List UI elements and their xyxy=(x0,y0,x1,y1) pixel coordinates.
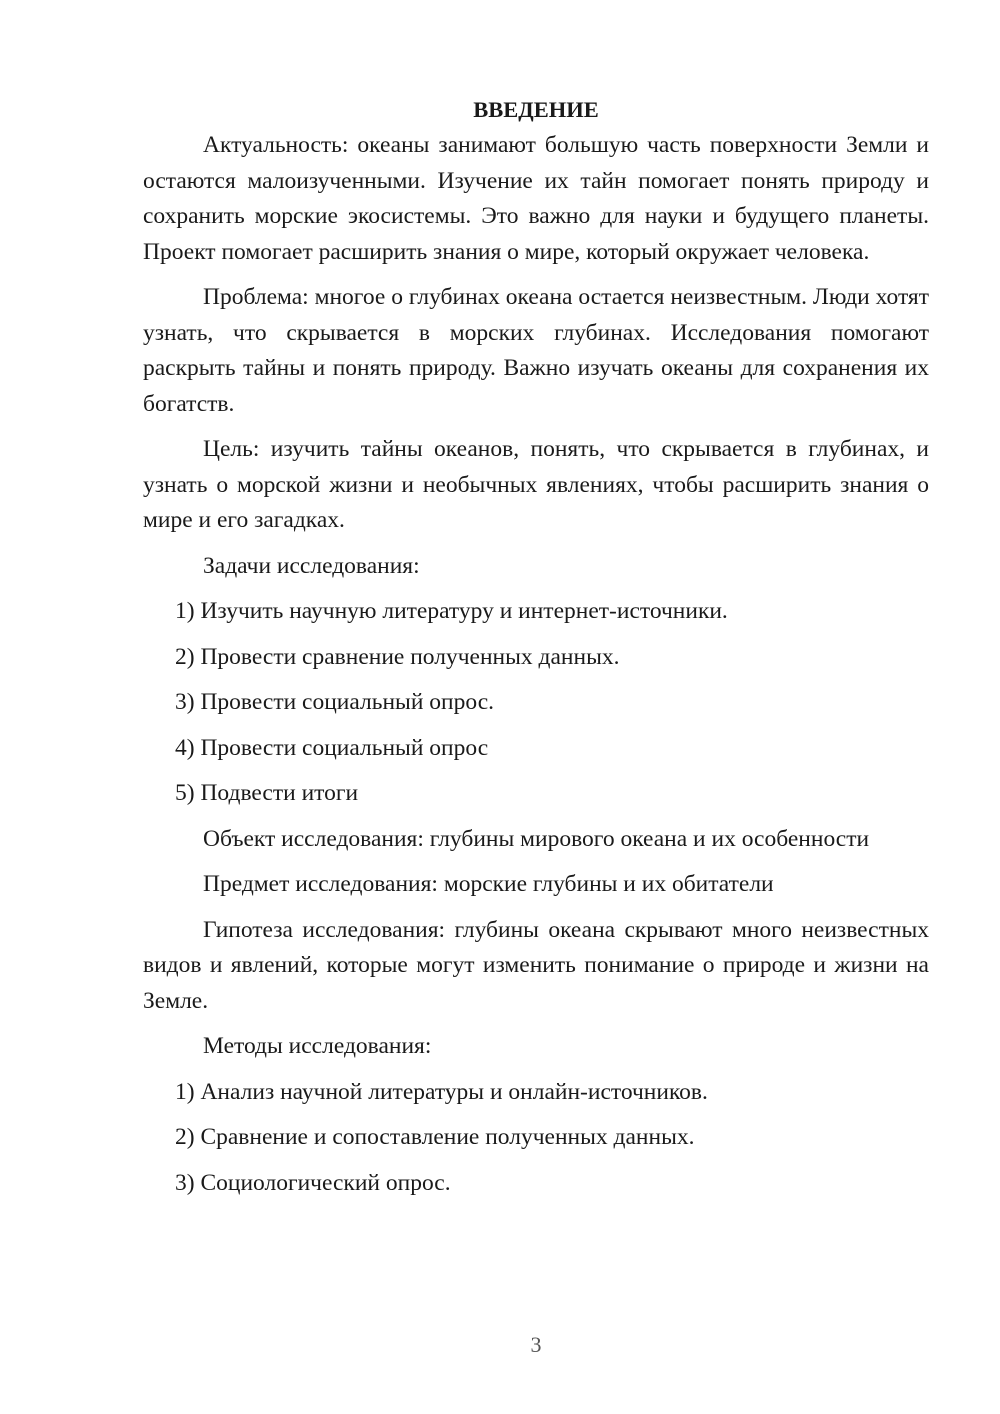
page-title: ВВЕДЕНИЕ xyxy=(473,97,599,122)
research-subject: Предмет исследования: морские глубины и их обитатели xyxy=(203,871,774,897)
research-object: Объект исследования: глубины мирового океана и их особенности xyxy=(203,825,870,852)
task-item: 5) Подвести итоги xyxy=(175,780,359,806)
method-item: 3) Социологический опрос. xyxy=(175,1169,451,1196)
task-item: 1) Изучить научную литературу и интернет-источники. xyxy=(175,598,728,624)
tasks-heading: Задачи исследования: xyxy=(203,552,420,579)
methods-heading: Методы исследования: xyxy=(203,1033,432,1059)
task-item: 2) Провести сравнение полученных данных. xyxy=(175,643,620,670)
paragraph-problem: Проблема: многое о глубинах океана остается неизвестным. Люди хотят узнать, что скрывается в морских глубинах. Исследования помогают раскрыть тайны и понять природу. Важно изучать океаны для сохранения их богатств. xyxy=(143,284,929,417)
research-hypothesis: Гипотеза исследования: глубины океана скрывают много неизвестных видов и явлений, которые могут изменить понимание о природе и жизни на Земле. xyxy=(143,916,929,1014)
method-item: 1) Анализ научной литературы и онлайн-источников. xyxy=(175,1078,708,1105)
page-content xyxy=(143,92,929,1201)
method-item: 2) Сравнение и сопоставление полученных данных. xyxy=(175,1124,695,1150)
task-item: 3) Провести социальный опрос. xyxy=(175,689,494,715)
page-number: 3 xyxy=(530,1332,542,1357)
paragraph-relevance: Актуальность: океаны занимают большую часть поверхности Земли и остаются малоизученными. Изучение их тайн помогает понять природу и сохранить морские экосистемы. Это важно для науки и будущего планеты. Проект помогает расширить знания о мире, который окружает человека. xyxy=(143,132,929,265)
task-item: 4) Провести социальный опрос xyxy=(175,734,489,761)
paragraph-goal: Цель: изучить тайны океанов, понять, что скрывается в глубинах, и узнать о морской жизни и необычных явлениях, чтобы расширить знания о мире и его загадках. xyxy=(143,436,929,533)
